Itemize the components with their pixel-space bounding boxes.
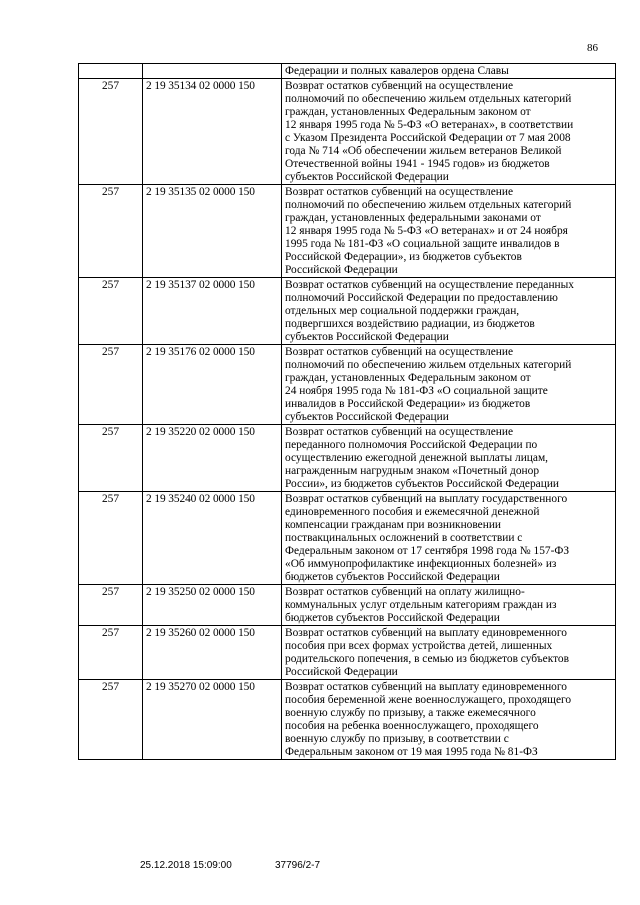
- description-cell: Возврат остатков субвенций на осуществление полномочий по обеспечению жильем отдельных категорий граждан, установленных Федеральным законом от 24 ноября 1995 года № 181-ФЗ «О социальной защите инвалидов в Российской Федерации» из бюджетов субъектов Российской Федерации: [282, 345, 616, 425]
- table-row: [79, 626, 616, 680]
- budget-code-cell: 2 19 35260 02 0000 150: [143, 626, 282, 680]
- budget-code-cell: 2 19 35250 02 0000 150: [143, 585, 282, 626]
- table-row: [79, 425, 616, 492]
- budget-code-cell: 2 19 35176 02 0000 150: [143, 345, 282, 425]
- budget-code-cell: 2 19 35240 02 0000 150: [143, 492, 282, 585]
- budget-code-cell: [143, 64, 282, 79]
- admin-code-cell: 257: [79, 185, 143, 278]
- admin-code-cell: 257: [79, 585, 143, 626]
- page-number: 86: [587, 42, 598, 54]
- table-row: [79, 345, 616, 425]
- budget-code-cell: 2 19 35134 02 0000 150: [143, 79, 282, 185]
- admin-code-cell: 257: [79, 278, 143, 345]
- description-cell: Возврат остатков субвенций на выплату единовременного пособия при всех формах устройства детей, лишенных родительского попечения, в семью из бюджетов субъектов Российской Федерации: [282, 626, 616, 680]
- admin-code-cell: 257: [79, 425, 143, 492]
- footer-timestamp: 25.12.2018 15:09:00: [140, 860, 232, 871]
- description-cell: Возврат остатков субвенций на осуществление переданных полномочий Российской Федерации по предоставлению отдельных мер социальной поддержки граждан, подвергшихся воздействию радиации, из бюджетов субъектов Российской Федерации: [282, 278, 616, 345]
- table-row: [79, 79, 616, 185]
- description-cell: Возврат остатков субвенций на выплату единовременного пособия беременной жене военнослужащего, проходящего военную службу по призыву, а также ежемесячного пособия на ребенка военнослужащего, проходящего военную службу по призыву, в соответствии с Федеральным законом от 19 мая 1995 года № 81-ФЗ: [282, 680, 616, 760]
- table-row: [79, 185, 616, 278]
- table-row: [79, 680, 616, 760]
- admin-code-cell: [79, 64, 143, 79]
- description-cell: Возврат остатков субвенций на выплату государственного единовременного пособия и ежемесячной денежной компенсации гражданам при возникновении поствакцинальных осложнений в соответствии с Федеральным законом от 17 сентября 1998 года № 157-ФЗ «Об иммунопрофилактике инфекционных болезней» из бюджетов субъектов Российской Федерации: [282, 492, 616, 585]
- admin-code-cell: 257: [79, 626, 143, 680]
- description-cell: Федерации и полных кавалеров ордена Славы: [282, 64, 616, 79]
- description-cell: Возврат остатков субвенций на осуществление переданного полномочия Российской Федерации по осуществлению ежегодной денежной выплаты лицам, награжденным нагрудным знаком «Почетный донор России», из бюджетов субъектов Российской Федерации: [282, 425, 616, 492]
- budget-code-cell: 2 19 35135 02 0000 150: [143, 185, 282, 278]
- table-row: [79, 585, 616, 626]
- table-row: [79, 278, 616, 345]
- table-row: [79, 64, 616, 79]
- description-cell: Возврат остатков субвенций на осуществление полномочий по обеспечению жильем отдельных категорий граждан, установленных федеральными законами от 12 января 1995 года № 5-ФЗ «О ветеранах» и от 24 ноября 1995 года № 181-ФЗ «О социальной защите инвалидов в Российской Федерации», из бюджетов субъектов Российской Федерации: [282, 185, 616, 278]
- admin-code-cell: 257: [79, 79, 143, 185]
- budget-code-cell: 2 19 35270 02 0000 150: [143, 680, 282, 760]
- admin-code-cell: 257: [79, 492, 143, 585]
- budget-classification-table: [78, 63, 616, 760]
- budget-code-cell: 2 19 35220 02 0000 150: [143, 425, 282, 492]
- footer-document-id: 37796/2-7: [275, 860, 321, 871]
- admin-code-cell: 257: [79, 345, 143, 425]
- budget-code-cell: 2 19 35137 02 0000 150: [143, 278, 282, 345]
- admin-code-cell: 257: [79, 680, 143, 760]
- table-row: [79, 492, 616, 585]
- description-cell: Возврат остатков субвенций на оплату жилищно- коммунальных услуг отдельным категориям граждан из бюджетов субъектов Российской Федерации: [282, 585, 616, 626]
- description-cell: Возврат остатков субвенций на осуществление полномочий по обеспечению жильем отдельных категорий граждан, установленных Федеральным законом от 12 января 1995 года № 5-ФЗ «О ветеранах», в соответствии с Указом Президента Российской Федерации от 7 мая 2008 года № 714 «Об обеспечении жильем ветеранов Великой Отечественной войны 1941 - 1945 годов» из бюджетов субъектов Российской Федерации: [282, 79, 616, 185]
